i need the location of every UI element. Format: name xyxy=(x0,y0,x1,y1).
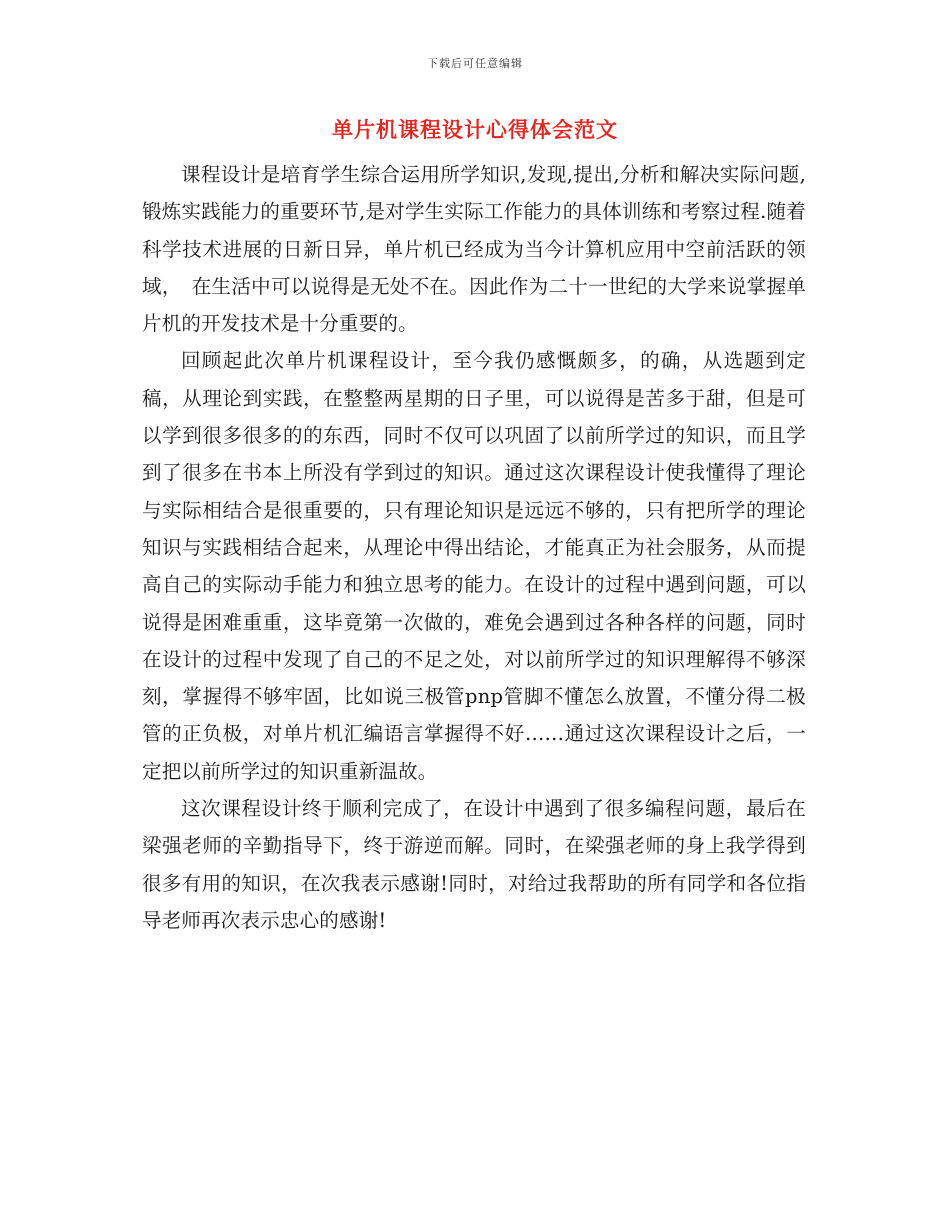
paragraph-2: 回顾起此次单片机课程设计，至今我仍感慨颇多，的确，从选题到定稿，从理论到实践，在整整两星期的日子里，可以说得是苦多于甜，但是可以学到很多很多的的东西，同时不仅可以巩固了以前所学过的知识，而且学到了很多在书本上所没有学到过的知识。通过这次课程设计使我懂得了理论与实际相结合是很重要的，只有理论知识是远远不够的，只有把所学的理论知识与实践相结合起来，从理论中得出结论，才能真正为社会服务，从而提高自己的实际动手能力和独立思考的能力。在设计的过程中遇到问题，可以说得是困难重重，这毕竟第一次做的，难免会遇到过各种各样的问题，同时在设计的过程中发现了自己的不足之处，对以前所学过的知识理解得不够深刻，掌握得不够牢固，比如说三极管pnp管脚不懂怎么放置，不懂分得二极管的正负极，对单片机汇编语言掌握得不好……通过这次课程设计之后，一定把以前所学过的知识重新温故。 xyxy=(142,349,806,783)
document-body xyxy=(142,156,806,939)
page-header-note: 下载后可任意编辑 xyxy=(427,57,523,70)
document-title: 单片机课程设计心得体会范文 xyxy=(332,117,618,142)
paragraph-1: 课程设计是培育学生综合运用所学知识,发现,提出,分析和解决实际问题,锻炼实践能力的重要环节,是对学生实际工作能力的具体训练和考察过程.随着科学技术进展的日新日异，单片机已经成为当今计算机应用中空前活跃的领域， 在生活中可以说得是无处不在。因此作为二十一世纪的大学来说掌握单片机的开发技术是十分重要的。 xyxy=(142,163,806,336)
paragraph-3: 这次课程设计终于顺利完成了，在设计中遇到了很多编程问题，最后在梁强老师的辛勤指导下，终于游逆而解。同时，在梁强老师的身上我学得到很多有用的知识，在次我表示感谢!同时，对给过我帮助的所有同学和各位指导老师再次表示忠心的感谢! xyxy=(142,797,806,932)
